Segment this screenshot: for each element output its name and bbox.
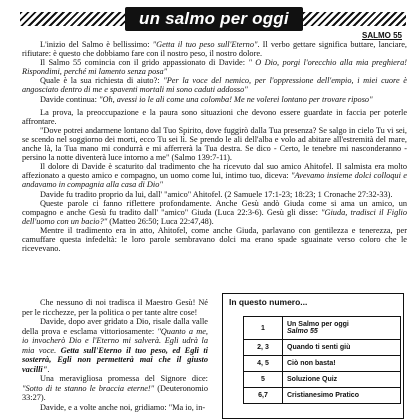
text-run: L'inizio del Salmo è bellissimo: [40, 40, 153, 49]
paragraph-7 [22, 162, 407, 189]
quote-run: "Per la voce del nemico, per l'oppressione dell'empio, i miei cuore è angosciato dentro di me e spaventi mortali mi sono caduti addosso" [22, 76, 407, 95]
text-run: (Deuteronomio 33:27). [22, 383, 208, 402]
paragraph-11: Che nessuno di noi tradisca il Maestro Gesù! Né per le ricchezze, per la politica o per tante altre cose! [22, 298, 208, 317]
header-subtitle: SALMO 55 [361, 31, 402, 40]
paragraph-8: Davide fu tradito proprio da lui, dall' "amico" Ahitofel. (2 Samuele 17:1-23; 18:23; 1 Cronache 27:32-33). [40, 189, 393, 199]
text-run: Il dolore di Davide è scaturito dal tradimento che ha ricevuto dal suo amico Ahitofel. Il salmista era molto affezionato a questo amico e compagno, un uomo come lui, intimo tuo, diceva: [22, 162, 407, 181]
text-run: . Il verbo gettare significa buttare, lanciare, rifiutare: è questo che dobbiamo fare con il nostro peso, il nostro dolore. [22, 40, 407, 59]
quote-run: "Avevamo insieme dolci colloqui e andavamo in compagnia alla casa di Dio" [22, 171, 407, 190]
toc-page-number: 4, 5 [244, 356, 283, 372]
text-run: Davide, dopo aver gridato a Dio, risale dalla valle della prova e esclama vittoriosamente: [22, 317, 208, 336]
toc-entry-label: Un Salmo per oggi [287, 321, 349, 328]
paragraph-4 [22, 95, 407, 104]
quote-run: "Quanto a me, io invocherò Dio e l'Eterno mi salverà. Egli udrà la mia voce. [22, 326, 208, 355]
quote-run: "Getta il tuo peso sull'Eterno" [152, 40, 258, 49]
toc-row [244, 340, 401, 356]
article-body-narrow [22, 298, 208, 412]
text-run: (Matteo 26:50; Luca 22:47,48). [107, 216, 214, 226]
quote-run: "Giuda, tradisci il Figlio dell'uomo con un bacio?" [22, 207, 407, 226]
header-banner [20, 6, 406, 40]
text-run: Queste parole ci fanno riflettere profondamente. Anche Gesù andò Giuda come si ama un amico, un compagno e anche Gesù fu tradito dall' "amico" Giuda (Luca 22:3-6). Gesù gli disse: [22, 198, 407, 217]
header-title: un salmo per oggi [125, 7, 303, 31]
toc-row [244, 356, 401, 372]
toc-entry-sublabel: Salmo 55 [287, 328, 318, 335]
paragraph-6: "Dove potrei andarmene lontano dal Tuo Spirito, dove fuggirò dalla Tua presenza? Se salgo in cielo Tu vi sei, se scendo nel soggiorno dei morti, ecco Tu sei lì. Se prendo le ali dell'alba e volo ad abitare all'estremità del mare, anche là, la Tua mano mi condurrà e mi afferrerà la Tua destra. Se dico - Certo, le tenebre mi nasconderanno - persino la notte diventerà luce intorno a me" (Salmo 139:7-11). [22, 125, 407, 163]
text-run: . [47, 364, 50, 374]
toc-entry-label: Cristianesimo Pratico [283, 388, 401, 404]
article-body [22, 40, 407, 253]
toc-entry-label: Ciò non basta! [283, 356, 401, 372]
paragraph-12 [22, 317, 208, 374]
toc-table [243, 316, 401, 404]
toc-page-number: 2, 3 [244, 340, 283, 356]
paragraph-3 [22, 76, 407, 94]
paragraph-10: Mentre il tradimento era in atto, Ahitofel, come anche Giuda, parlavano con gentilezza e tenerezza, per camuffare questa infedeltà: le loro parole sembravano dolci ma erano spade sguainate verso coloro che le ricevevano. [22, 225, 407, 254]
toc-page-number: 6,7 [244, 388, 283, 404]
toc-title: In questo numero... [229, 297, 308, 307]
quote-run: "Sotto di te stanno le braccia eterne!" [22, 383, 155, 393]
toc-entry-label: Soluzione Quiz [283, 372, 401, 388]
toc-page-number: 1 [244, 317, 283, 340]
emphasis-run: Getta sull'Eterno il tuo peso, ed Egli ti sosterrà, Egli non permetterà mai che il giusto vacilli" [22, 345, 208, 374]
text-run: Il Salmo 55 comincia con il grido appassionato di Davide: [40, 58, 249, 68]
paragraph-14: Davide, e a volte anche noi, gridiamo: "Ma io, in- [40, 402, 206, 412]
quote-run: "Oh, avessi io le ali come una colomba! Me ne volerei lontano per trovare riposo" [98, 94, 373, 104]
paragraph-9 [22, 199, 407, 226]
toc-row [244, 372, 401, 388]
quote-run: " O Dio, porgi l'orecchio alla mia preghiera! Rispondimi, perché mi lamento senza posa" [22, 58, 407, 77]
paragraph-13 [22, 374, 208, 403]
table-of-contents-box [222, 293, 404, 419]
toc-row [244, 388, 401, 404]
text-run: Quale è la sua richiesta di aiuto?: [40, 76, 164, 86]
text-run: Davide continua: [40, 94, 99, 104]
toc-row [244, 317, 401, 340]
paragraph-2 [22, 58, 407, 76]
toc-entry [283, 317, 401, 340]
toc-entry-label: Quando ti senti giù [283, 340, 401, 356]
toc-page-number: 5 [244, 372, 283, 388]
paragraph-1 [22, 40, 407, 58]
text-run: Una meravigliosa promessa del Signore dice: [40, 374, 208, 383]
paragraph-5: La prova, la preoccupazione e la paura sono situazioni che devono essere guardate in faccia per poterle affrontare. [22, 107, 407, 126]
